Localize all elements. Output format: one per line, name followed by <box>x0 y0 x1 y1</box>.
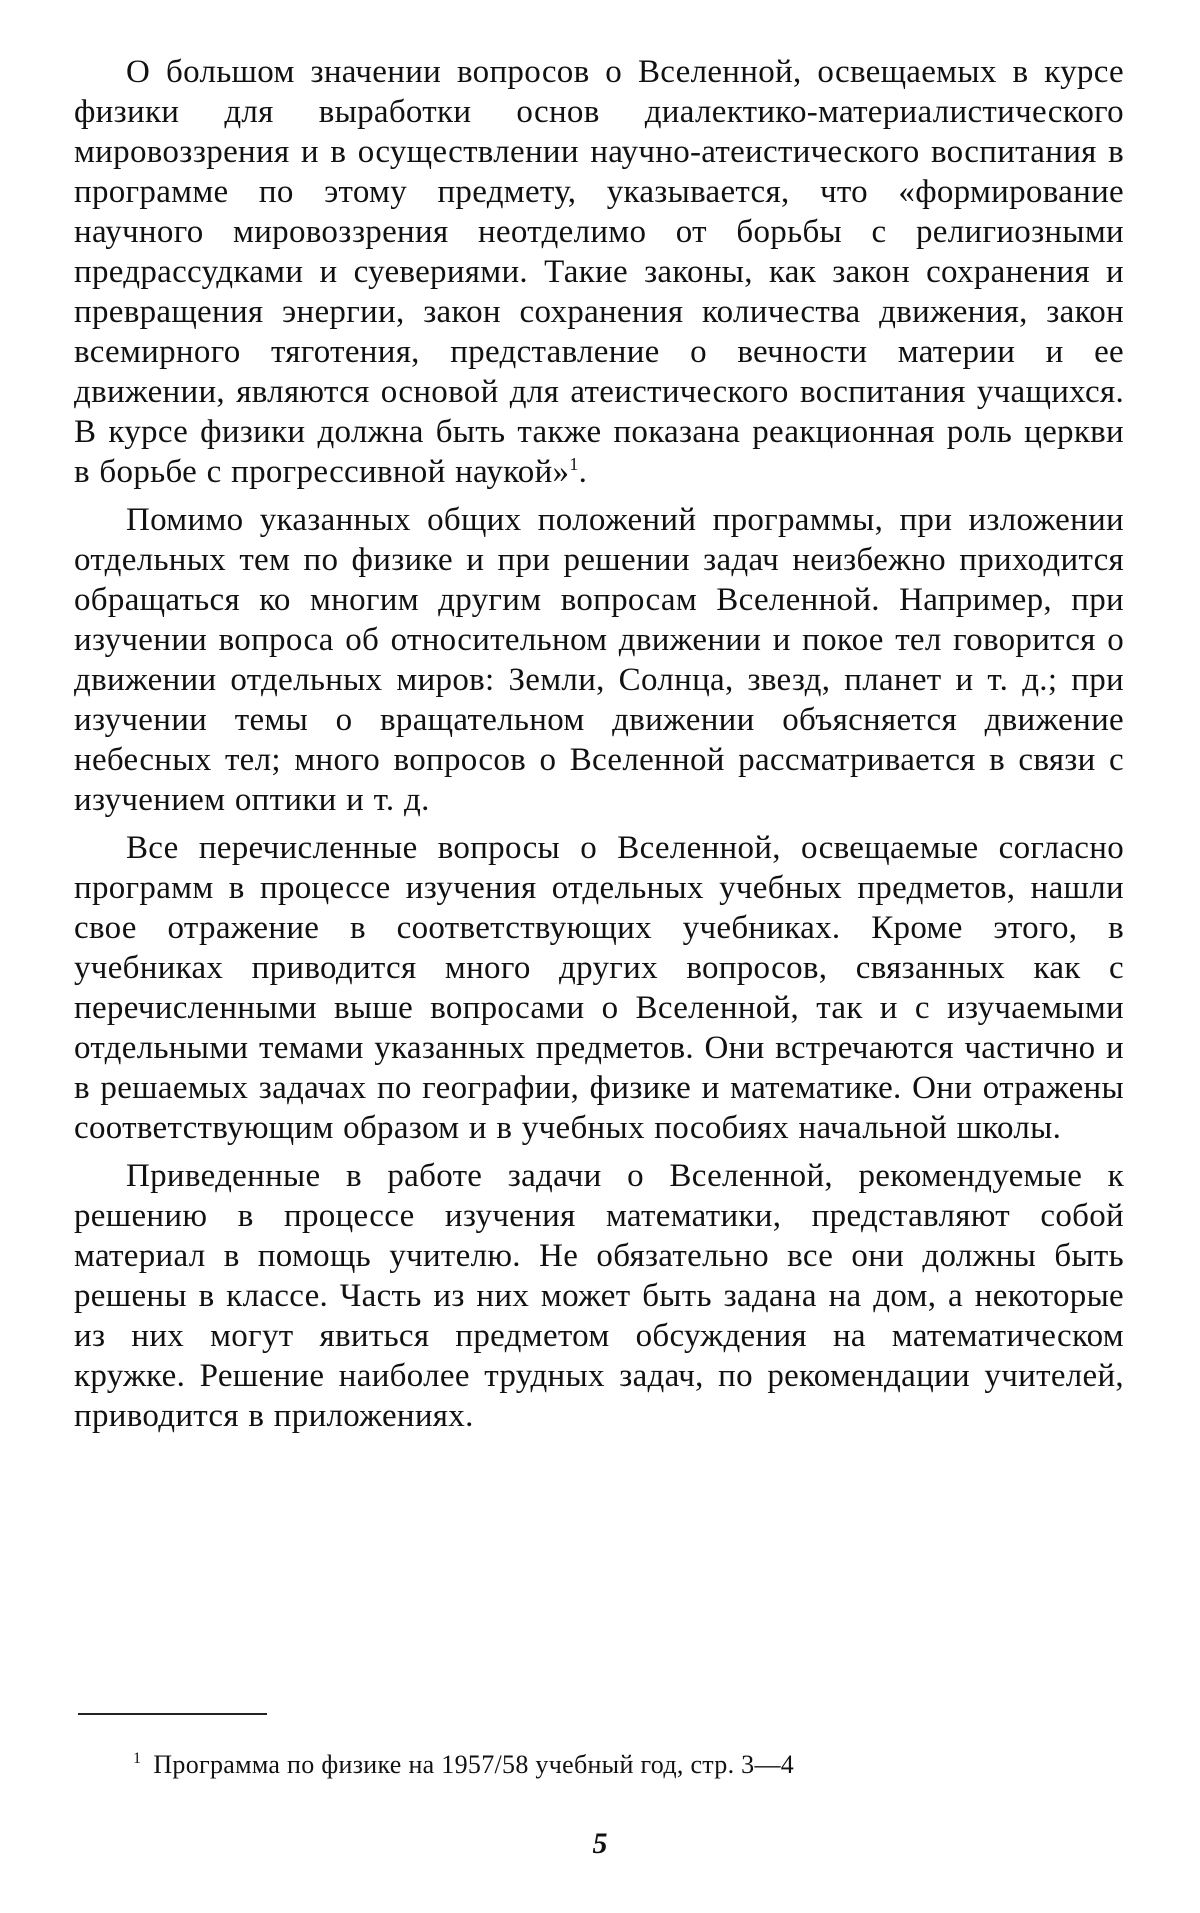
paragraph-2: Помимо указанных общих положений программы, при изложении отдельных тем по физике и при решении задач неизбежно приходится обращаться ко многим другим вопросам Вселенной. Например, при изучении вопроса об относительном движении и покое тел говорится о движении отдельных миров: Земли, Солнца, звезд, планет и т. д.; при изучении темы о вращательном движении объясняется движение небесных тел; много вопросов о Вселенной рассматривается в связи с изучением оптики и т. д. <box>74 502 1124 818</box>
paragraph-1: О большом значении вопросов о Вселенной, освещаемых в курсе физики для выработки основ диалектико-материалистического мировоззрения и в осуществлении научно-атеистического воспитания в программе по этому предмету, указывается, что «формирование научного мировоззрения неотделимо от борьбы с религиозными предрассудками и суевериями. Такие законы, как закон сохранения и превращения энергии, закон сохранения количества движения, закон всемирного тяготения, представление о вечности материи и ее движении, являются основой для атеистического воспитания учащихся. В курсе физики должна быть также показана реакционная роль церкви в борьбе с прогрессивной наукой»$^1$. <box>74 54 1124 490</box>
main-text <box>74 52 1124 1444</box>
paragraph-4: Приведенные в работе задачи о Вселенной, рекомендуемые к решению в процессе изучения математики, представляют собой материал в помощь учителю. Не обязательно все они должны быть решены в классе. Часть из них может быть задана на дом, а некоторые из них могут явиться предметом обсуждения на математическом кружке. Решение наиболее трудных задач, по рекомендации учителей, приводится в приложениях. <box>74 1158 1124 1434</box>
page-number: 5 <box>592 1827 608 1860</box>
footnote-separator <box>78 1713 267 1715</box>
paragraph-1-text: О большом значении вопросов о Вселенной, освещаемых в курсе физики для выработки основ диалектико-материалистического мировоззрения и в осуществлении научно-атеистического воспитания в программе по этому предмету, указывается, что «формирование научного мировоззрения неотделимо от борьбы с религиозными предрассудками и суевериями. Такие законы, как закон сохранения и превращения энергии, закон сохранения количества движения, закон всемирного тяготения, представление о вечности материи и ее движении, являются основой для атеистического воспитания учащихся. В курсе физики должна быть также показана реакционная роль церкви в борьбе с прогрессивной наукой» <box>74 54 1124 490</box>
footnote <box>133 1748 1033 1782</box>
footnote-mark: 1 <box>133 1750 142 1768</box>
footnote-text: Программа по физике на 1957/58 учебный год, стр. 3—4 <box>153 1750 795 1779</box>
paragraph-3: Все перечисленные вопросы о Вселенной, освещаемые согласно программ в процессе изучения отдельных учебных предметов, нашли свое отражение в соответствующих учебниках. Кроме этого, в учебниках приводится много других вопросов, связанных как с перечисленными выше вопросами о Вселенной, так и с изучаемыми отдельными темами указанных предметов. Они встречаются частично и в решаемых задачах по географии, физике и математике. Они отражены соответствующим образом и в учебных пособиях начальной школы. <box>74 830 1124 1146</box>
footnote-reference: 1 <box>569 454 579 474</box>
